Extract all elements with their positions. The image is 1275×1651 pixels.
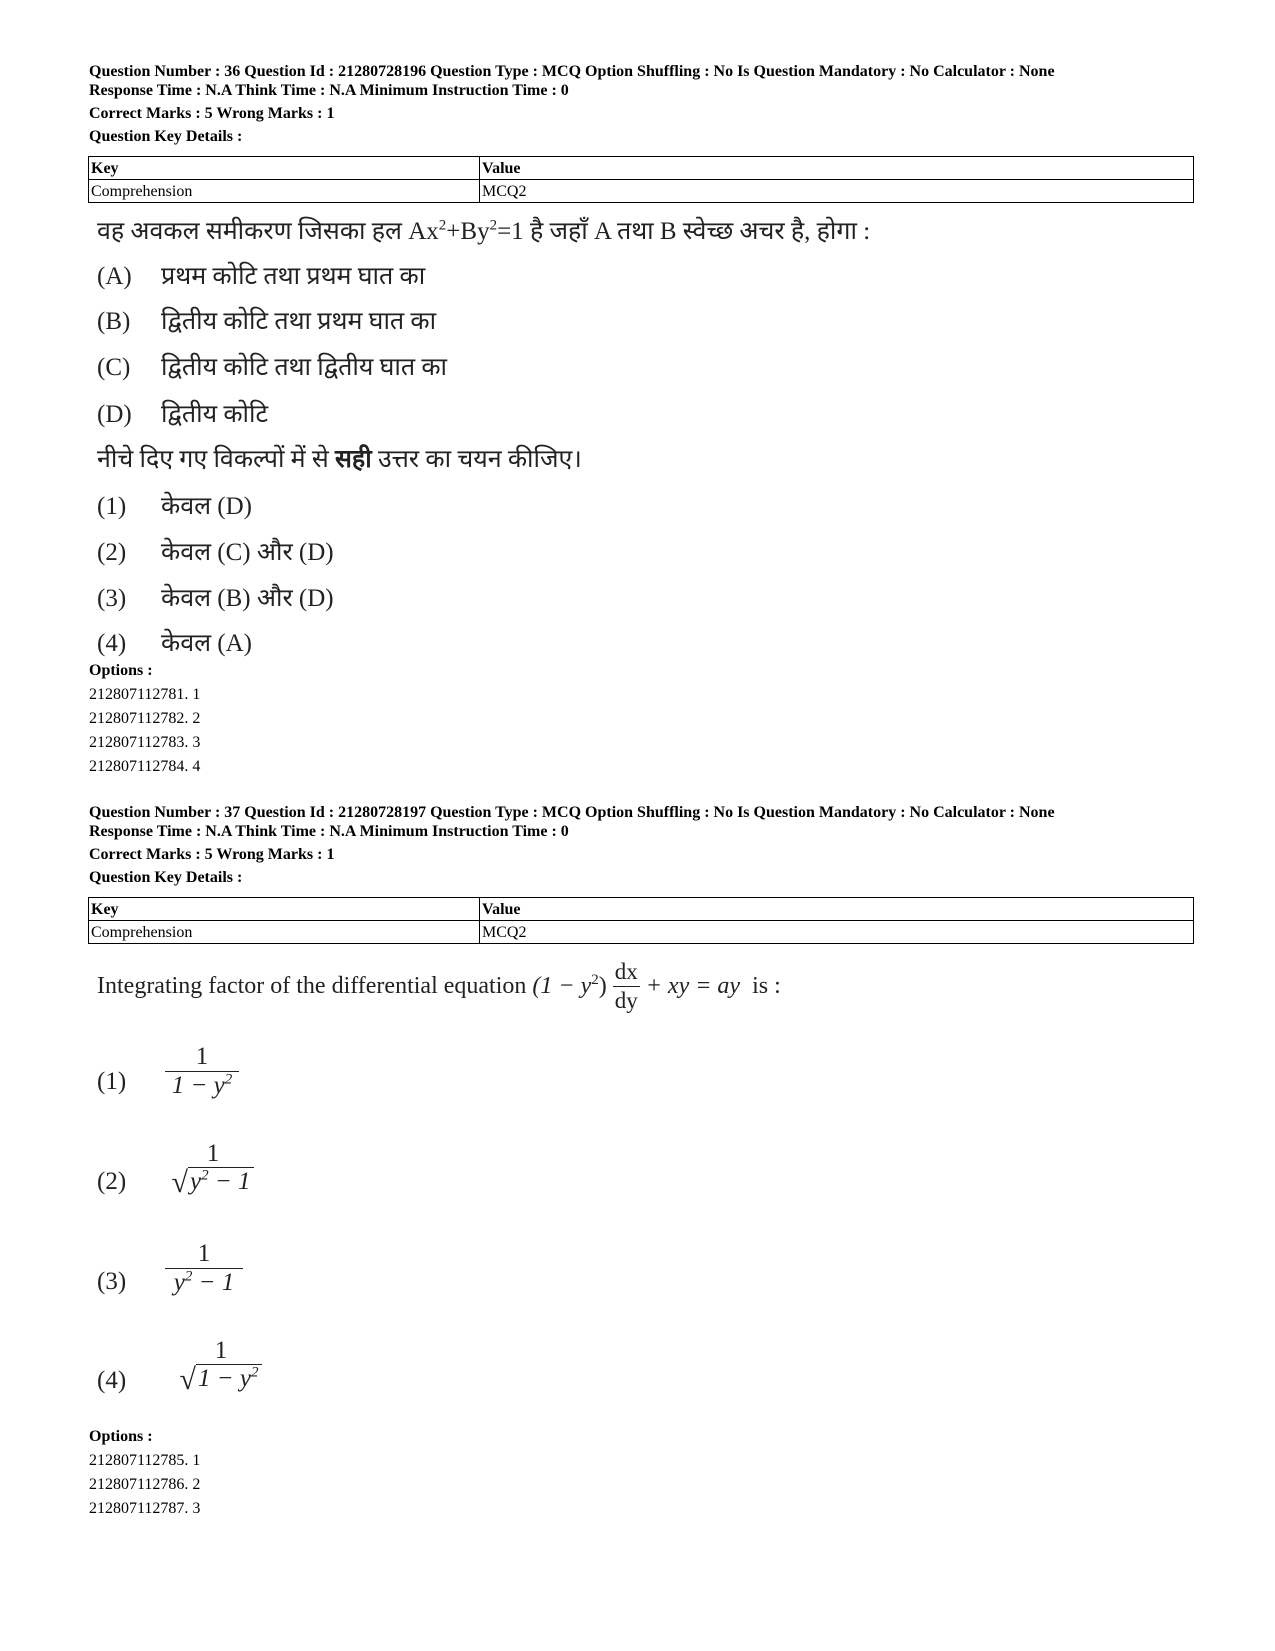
q37-header-line1: Question Number : 37 Question Id : 21280728197 Question Type : MCQ Option Shuffling : No Is Question Mandatory : No Calculator : None — [89, 804, 1055, 821]
q36-value-header: Value — [480, 157, 1194, 180]
q36-eq-mid: +By — [446, 218, 490, 245]
q37-question-prefix: Integrating factor of the differential equation — [97, 973, 533, 999]
q36-question-text — [97, 213, 870, 247]
q36-eq-end: =1 — [497, 218, 524, 245]
q36-eq-exp-2: 2 — [489, 217, 498, 234]
q37-key-details-label: Question Key Details : — [89, 869, 243, 886]
instruction-pre: नीचे दिए गए विकल्पों में से — [97, 446, 336, 473]
q36-key-table — [88, 156, 1194, 203]
q37-question-text — [97, 958, 781, 1015]
denominator: $y^2 - 1$ — [173, 1268, 235, 1296]
options-label: Options : — [89, 1428, 153, 1445]
q36-choice-3 — [97, 580, 334, 614]
q36-key-details-label: Question Key Details : — [89, 128, 243, 145]
q37-options-list — [89, 1425, 200, 1521]
choice-label: (1) — [97, 493, 127, 520]
q36-key-cell: Comprehension — [89, 180, 480, 203]
q36-marks: Correct Marks : 5 Wrong Marks : 1 — [89, 105, 335, 122]
q37-key-cell: Comprehension — [89, 921, 480, 944]
q37-key-header: Key — [89, 898, 480, 921]
option-item: 212807112785. 1 — [89, 1452, 201, 1469]
choice-text: केवल (D) — [161, 493, 253, 520]
q36-question-suffix: है जहाँ A तथा B स्वेच्छ अचर है, होगा : — [523, 218, 871, 245]
q36-statement-c — [97, 349, 447, 383]
q36-statement-b — [97, 303, 436, 337]
instruction-bold: सही — [335, 446, 372, 473]
q36-header — [89, 62, 1189, 146]
option-item: 212807112787. 3 — [89, 1500, 201, 1517]
denominator: $√y^2 - 1$ — [165, 1166, 261, 1200]
choice-label: (1) — [97, 1068, 127, 1095]
q36-instruction — [97, 441, 582, 475]
denominator: $1 - y^2$ — [171, 1071, 233, 1099]
option-item: 212807112784. 4 — [89, 758, 201, 775]
instruction-post: उत्तर का चयन कीजिए। — [371, 446, 582, 473]
q37-eq-derivative: $\frac{dx}{dy}$ — [614, 959, 638, 1013]
choice-text: केवल (C) और (D) — [161, 539, 334, 566]
option-item: 212807112783. 3 — [89, 734, 201, 751]
choice-label: (3) — [97, 1268, 127, 1295]
q37-eq-right: + xy = ay — [645, 973, 741, 999]
choice-label: (2) — [97, 1168, 127, 1195]
q36-question-prefix: वह अवकल समीकरण जिसका हल — [97, 218, 409, 245]
q36-choice-4 — [97, 625, 252, 659]
option-item: 212807112781. 1 — [89, 686, 201, 703]
q36-statement-a — [97, 258, 425, 292]
numerator: 1 — [197, 1240, 211, 1267]
numerator: 1 — [195, 1043, 209, 1070]
fraction — [165, 1140, 261, 1200]
choice-text: केवल (B) और (D) — [161, 585, 334, 612]
fraction — [165, 1240, 243, 1297]
q36-statement-d — [97, 396, 268, 430]
q36-eq-a: Ax — [408, 218, 439, 245]
q37-value-cell: MCQ2 — [480, 921, 1194, 944]
numerator: 1 — [206, 1140, 220, 1167]
statement-text: द्वितीय कोटि तथा प्रथम घात का — [161, 308, 437, 335]
q36-eq-exp-1: 2 — [438, 217, 447, 234]
statement-text: द्वितीय कोटि — [161, 401, 269, 428]
option-item: 212807112782. 2 — [89, 710, 201, 727]
statement-label: (C) — [97, 354, 131, 381]
q37-header-line2: Response Time : N.A Think Time : N.A Minimum Instruction Time : 0 — [89, 823, 569, 840]
statement-text: द्वितीय कोटि तथा द्वितीय घात का — [161, 354, 448, 381]
q37-marks: Correct Marks : 5 Wrong Marks : 1 — [89, 846, 335, 863]
numerator: 1 — [214, 1337, 228, 1364]
statement-label: (B) — [97, 308, 131, 335]
sqrt-icon: √ — [179, 1363, 196, 1396]
q36-choice-2 — [97, 534, 334, 568]
sqrt-icon: √ — [171, 1166, 188, 1199]
choice-label: (3) — [97, 585, 127, 612]
statement-label: (D) — [97, 401, 132, 428]
q37-key-table — [88, 897, 1194, 944]
choice-label: (2) — [97, 539, 127, 566]
option-item: 212807112786. 2 — [89, 1476, 201, 1493]
q36-header-line2: Response Time : N.A Think Time : N.A Minimum Instruction Time : 0 — [89, 82, 569, 99]
choice-label: (4) — [97, 1367, 127, 1394]
q36-header-line1: Question Number : 36 Question Id : 21280728196 Question Type : MCQ Option Shuffling : No Is Question Mandatory : No Calculator : None — [89, 63, 1055, 80]
q36-key-header: Key — [89, 157, 480, 180]
denominator: $√1 - y^2$ — [165, 1363, 277, 1397]
q36-choice-1 — [97, 488, 252, 522]
fraction — [165, 1043, 239, 1100]
q36-value-cell: MCQ2 — [480, 180, 1194, 203]
choice-text: केवल (A) — [161, 630, 253, 657]
choice-label: (4) — [97, 630, 127, 657]
q37-question-suffix: is : — [752, 973, 781, 999]
options-label: Options : — [89, 662, 153, 679]
statement-label: (A) — [97, 263, 132, 290]
fraction — [165, 1337, 277, 1397]
statement-text: प्रथम कोटि तथा प्रथम घात का — [161, 263, 426, 290]
q37-header — [89, 803, 1189, 887]
q36-options-list — [89, 659, 200, 779]
q37-value-header: Value — [480, 898, 1194, 921]
q37-eq-left: $(1 - y^2)$ — [532, 972, 607, 999]
